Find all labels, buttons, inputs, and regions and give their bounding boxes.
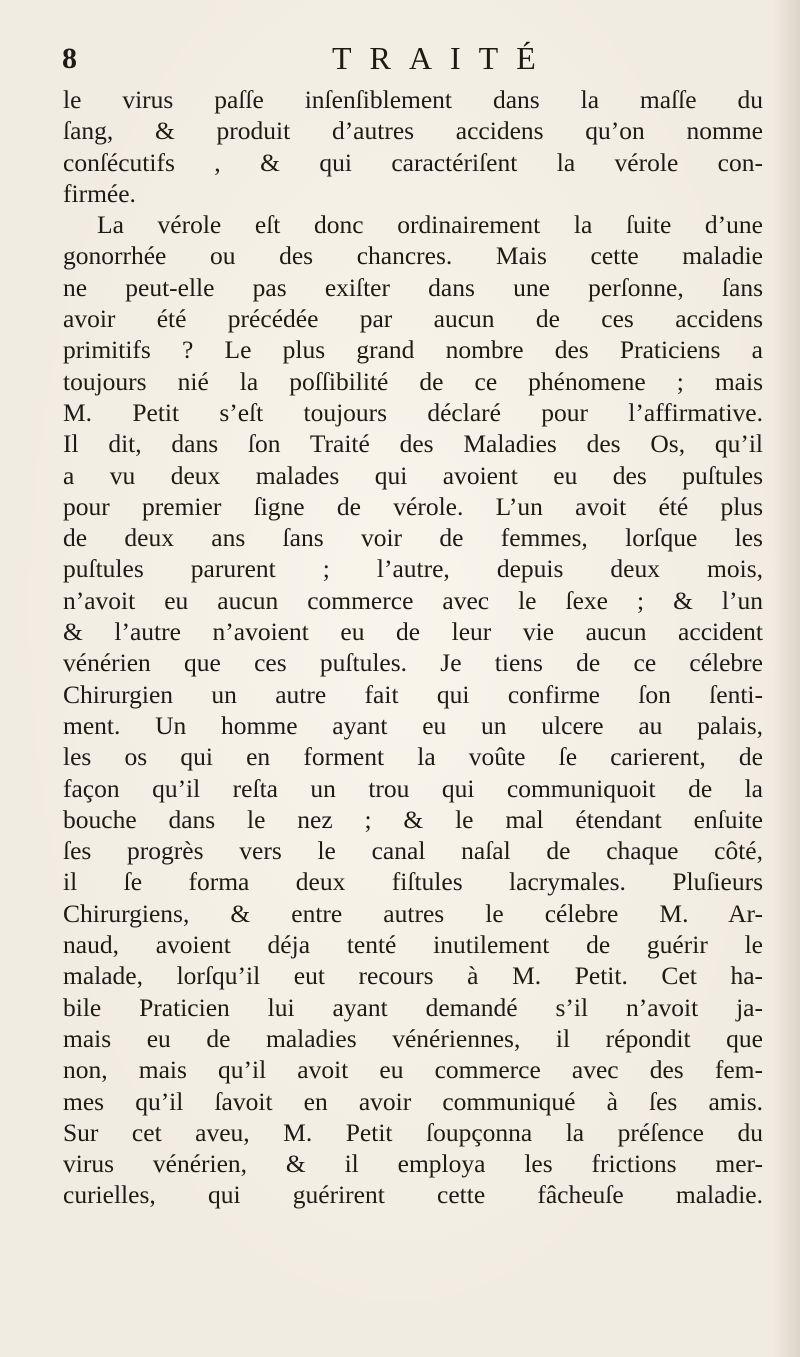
text-line: conſécutifs , & qui caractériſent la vérole con- bbox=[63, 147, 763, 177]
text-line: il ſe forma deux fiſtules lacrymales. Pluſieurs bbox=[63, 867, 763, 897]
text-line: n’avoit eu aucun commerce avec le ſexe ; & l’un bbox=[63, 585, 763, 615]
text-line: mes qu’il ſavoit en avoir communiqué à ſes amis. bbox=[63, 1086, 763, 1116]
page-header bbox=[62, 40, 762, 86]
text-line: toujours nié la poſſibilité de ce phénomene ; mais bbox=[63, 366, 763, 396]
text-line: Sur cet aveu, M. Petit ſoupçonna la préſence du bbox=[63, 1117, 763, 1147]
text-line: avoir été précédée par aucun de ces accidens bbox=[63, 304, 763, 334]
body-text bbox=[63, 84, 763, 1211]
text-line: façon qu’il reſta un trou qui communiquoit de la bbox=[63, 773, 763, 803]
text-line: Chirurgiens, & entre autres le célebre M. Ar- bbox=[63, 898, 763, 928]
text-line: bile Praticien lui ayant demandé s’il n’avoit ja- bbox=[63, 992, 763, 1022]
text-line: Il dit, dans ſon Traité des Maladies des Os, qu’il bbox=[63, 429, 763, 459]
text-line: primitifs ? Le plus grand nombre des Praticiens a bbox=[63, 335, 763, 365]
text-line: malade, lorſqu’il eut recours à M. Petit. Cet ha- bbox=[63, 961, 763, 991]
page-edge-shadow bbox=[772, 0, 800, 1357]
text-line: curielles, qui guérirent cette fâcheuſe maladie. bbox=[63, 1180, 763, 1210]
text-line: ment. Un homme ayant eu un ulcere au palais, bbox=[63, 710, 763, 740]
text-line: Chirurgien un autre fait qui confirme ſon ſenti- bbox=[63, 679, 763, 709]
text-line: virus vénérien, & il employa les frictions mer- bbox=[63, 1149, 763, 1179]
text-line: La vérole eſt donc ordinairement la ſuite d’une bbox=[97, 210, 763, 240]
text-line: firmée. bbox=[63, 178, 136, 208]
text-line: M. Petit s’eſt toujours déclaré pour l’affirmative. bbox=[63, 397, 763, 427]
text-line: bouche dans le nez ; & le mal étendant enſuite bbox=[63, 804, 763, 834]
text-line: naud, avoient déja tenté inutilement de guérir le bbox=[63, 930, 763, 960]
text-line: le virus paſſe inſenſiblement dans la maſſe du bbox=[63, 85, 763, 114]
text-line: puſtules parurent ; l’autre, depuis deux mois, bbox=[63, 554, 763, 584]
text-line: ſang, & produit d’autres accidens qu’on nomme bbox=[63, 116, 763, 146]
text-line: a vu deux malades qui avoient eu des puſtules bbox=[63, 460, 763, 490]
text-line: pour premier ſigne de vérole. L’un avoit été plus bbox=[63, 491, 763, 521]
text-line: ſes progrès vers le canal naſal de chaque côté, bbox=[63, 836, 763, 866]
text-line: ne peut-elle pas exiſter dans une perſonne, ſans bbox=[63, 272, 763, 302]
text-line: gonorrhée ou des chancres. Mais cette maladie bbox=[63, 241, 763, 271]
running-title: TRAITÉ bbox=[332, 40, 554, 76]
text-line: mais eu de maladies vénériennes, il répondit que bbox=[63, 1023, 763, 1053]
text-line: non, mais qu’il avoit eu commerce avec des fem- bbox=[63, 1055, 763, 1085]
page-number: 8 bbox=[62, 42, 77, 75]
text-line: les os qui en forment la voûte ſe carierent, de bbox=[63, 742, 763, 772]
text-line: de deux ans ſans voir de femmes, lorſque les bbox=[63, 523, 763, 553]
text-line: & l’autre n’avoient eu de leur vie aucun accident bbox=[63, 617, 763, 647]
text-line: vénérien que ces puſtules. Je tiens de ce célebre bbox=[63, 648, 763, 678]
